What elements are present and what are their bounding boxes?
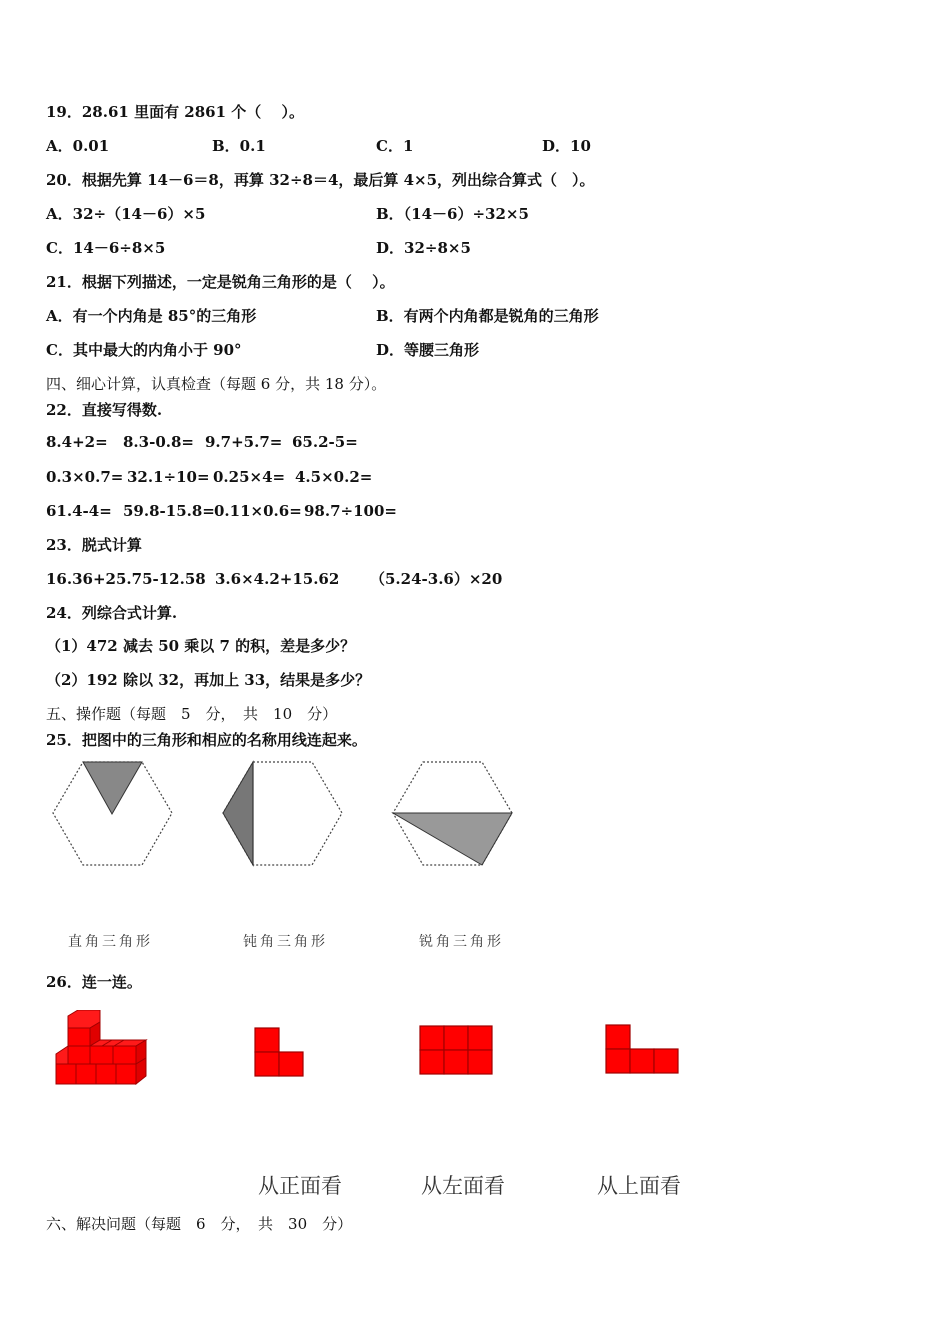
q22-item: 61.4-4= (46, 502, 112, 520)
hexagon-figure-2 (223, 762, 342, 865)
view-shape-1 (254, 1027, 306, 1079)
q21-option-d: D．等腰三角形 (376, 341, 480, 359)
label-front-view: 从正面看 (258, 1174, 342, 1198)
label-acute-triangle: 锐角三角形 (419, 934, 504, 950)
label-top-view: 从上面看 (597, 1174, 681, 1198)
q19-option-a: A．0.01 (46, 137, 110, 155)
view-shape-2 (419, 1025, 495, 1077)
hexagon-figure-3 (393, 762, 512, 865)
q20-stem: 20．根据先算 14－6＝8，再算 32÷8＝4，最后算 4×5，列出综合算式（ ）。 (46, 171, 595, 189)
q23-item: 3.6×4.2+15.62 (215, 570, 340, 588)
q22-item: 8.4+2= (46, 433, 108, 451)
q20-option-a: A．32÷（14－6）×5 (46, 205, 206, 223)
q21-option-c: C．其中最大的内角小于 90° (46, 341, 242, 359)
q22-item: 4.5×0.2= (295, 468, 373, 486)
cube-stack-3d (50, 1010, 155, 1090)
q22-item: 0.25×4= (213, 468, 286, 486)
q23-stem: 23．脱式计算 (46, 536, 142, 554)
q19-stem: 19．28.61 里面有 2861 个（ ）。 (46, 103, 304, 121)
q22-item: 8.3-0.8= (123, 433, 194, 451)
label-right-triangle: 直角三角形 (68, 934, 153, 950)
q22-item: 0.3×0.7= (46, 468, 124, 486)
q22-item: 98.7÷100= (304, 502, 397, 520)
hexagon-figure-1 (53, 762, 172, 865)
q19-option-b: B．0.1 (212, 137, 266, 155)
q19-option-d: D．10 (542, 137, 591, 155)
q20-option-b: B．（14－6）÷32×5 (376, 205, 529, 223)
q21-option-b: B．有两个内角都是锐角的三角形 (376, 307, 599, 325)
q22-item: 32.1÷10= (127, 468, 210, 486)
q22-stem: 22．直接写得数. (46, 401, 163, 419)
q23-item: 16.36+25.75-12.58 (46, 570, 206, 588)
section-6-heading: 六、解决问题（每题 6 分， 共 30 分） (46, 1215, 353, 1233)
q21-option-a: A．有一个内角是 85°的三角形 (46, 307, 257, 325)
q25-figures (40, 752, 540, 872)
q22-item: 9.7+5.7= (205, 433, 283, 451)
q24-item: （1）472 减去 50 乘以 7 的积，差是多少？ (46, 637, 356, 655)
q24-item: （2）192 除以 32，再加上 33，结果是多少？ (46, 671, 371, 689)
q23-item: （5.24-3.6）×20 (370, 570, 503, 588)
label-left-view: 从左面看 (421, 1174, 505, 1198)
q22-item: 65.2-5= (292, 433, 358, 451)
q26-stem: 26．连一连。 (46, 973, 142, 991)
section-5-heading: 五、操作题（每题 5 分， 共 10 分） (46, 705, 338, 723)
q22-item: 0.11×0.6= (214, 502, 302, 520)
q22-item: 59.8-15.8= (123, 502, 215, 520)
q20-option-c: C．14－6÷8×5 (46, 239, 166, 257)
q19-option-c: C．1 (376, 137, 414, 155)
view-shape-3 (605, 1024, 681, 1076)
q20-option-d: D．32÷8×5 (376, 239, 471, 257)
q24-stem: 24．列综合式计算. (46, 604, 178, 622)
label-obtuse-triangle: 钝角三角形 (243, 934, 328, 950)
q21-stem: 21．根据下列描述，一定是锐角三角形的是（ ）。 (46, 273, 395, 291)
q25-stem: 25．把图中的三角形和相应的名称用线连起来。 (46, 731, 367, 749)
section-4-heading: 四、细心计算，认真检查（每题 6 分，共 18 分）。 (46, 375, 387, 393)
